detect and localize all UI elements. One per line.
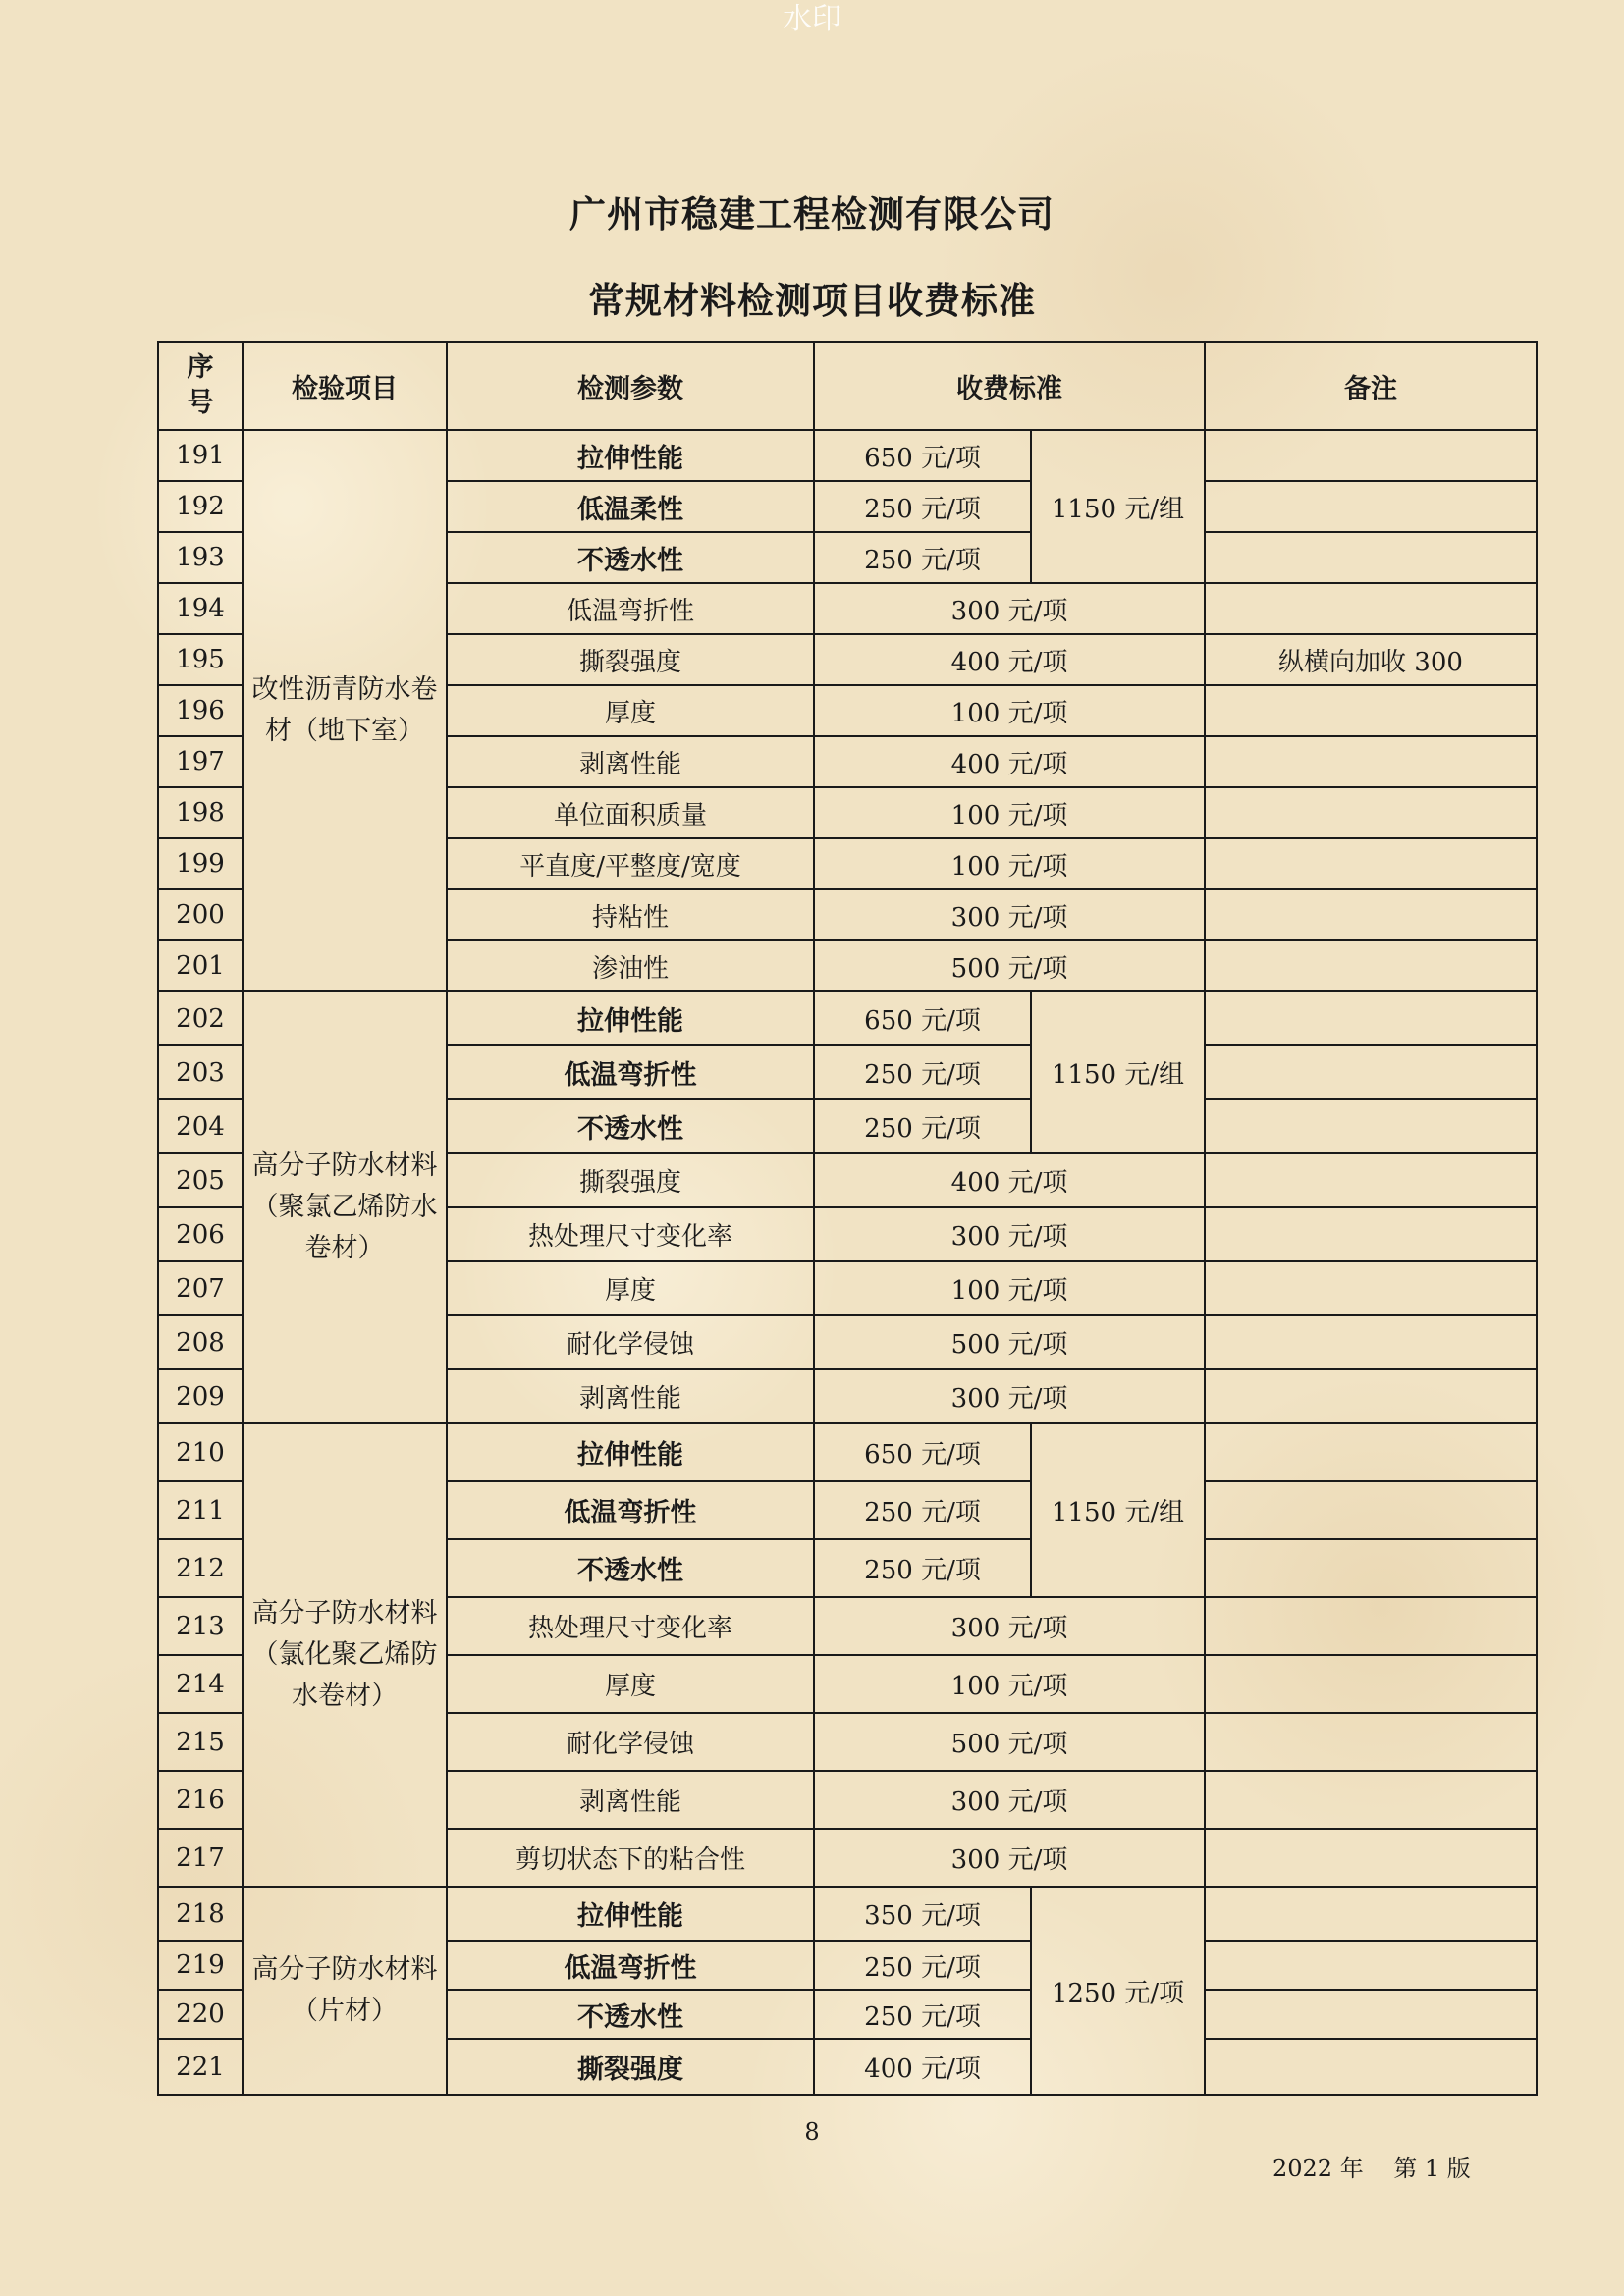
document-title: 常规材料检测项目收费标准 [588, 280, 1036, 322]
fee-cell: 300 元/项 [814, 1597, 1205, 1655]
fee-cell: 300 元/项 [814, 1369, 1205, 1423]
seq-cell: 203 [158, 1045, 243, 1099]
seq-cell: 199 [158, 838, 243, 889]
seq-cell: 219 [158, 1941, 243, 1990]
note-cell [1205, 1941, 1537, 1990]
fee-cell: 250 元/项 [814, 1481, 1031, 1539]
table-row [158, 1423, 1537, 1481]
param-cell: 不透水性 [447, 1990, 814, 2039]
fee-cell: 300 元/项 [814, 1829, 1205, 1887]
param-cell: 剥离性能 [447, 1771, 814, 1829]
fee-table [157, 341, 1538, 2096]
param-cell: 撕裂强度 [447, 634, 814, 685]
param-cell: 热处理尺寸变化率 [447, 1207, 814, 1261]
seq-cell: 213 [158, 1597, 243, 1655]
fee-cell: 300 元/项 [814, 1771, 1205, 1829]
fee-cell: 300 元/项 [814, 583, 1205, 634]
param-cell: 耐化学侵蚀 [447, 1713, 814, 1771]
note-cell [1205, 1261, 1537, 1315]
fee-cell: 300 元/项 [814, 889, 1205, 940]
seq-cell: 191 [158, 430, 243, 481]
seq-cell: 209 [158, 1369, 243, 1423]
param-cell: 持粘性 [447, 889, 814, 940]
table-row [158, 430, 1537, 481]
note-cell [1205, 1153, 1537, 1207]
note-cell [1205, 1713, 1537, 1771]
param-cell: 单位面积质量 [447, 787, 814, 838]
note-cell [1205, 1990, 1537, 2039]
param-cell: 渗油性 [447, 940, 814, 991]
fee-cell: 250 元/项 [814, 1990, 1031, 2039]
category-cell: 高分子防水材料（氯化聚乙烯防水卷材） [243, 1423, 447, 1887]
header-fee: 收费标准 [814, 342, 1205, 430]
seq-cell: 215 [158, 1713, 243, 1771]
edition-year: 2022 年 [1272, 2155, 1364, 2182]
table-header-row [158, 342, 1537, 430]
param-cell: 低温柔性 [447, 481, 814, 532]
table-row [158, 1887, 1537, 1941]
combo-fee-cell: 1150 元/组 [1031, 991, 1205, 1153]
fee-cell: 250 元/项 [814, 1941, 1031, 1990]
seq-cell: 214 [158, 1655, 243, 1713]
fee-cell: 100 元/项 [814, 838, 1205, 889]
param-cell: 平直度/平整度/宽度 [447, 838, 814, 889]
header-note: 备注 [1205, 342, 1537, 430]
fee-cell: 500 元/项 [814, 1315, 1205, 1369]
fee-cell: 650 元/项 [814, 1423, 1031, 1481]
seq-cell: 193 [158, 532, 243, 583]
seq-cell: 205 [158, 1153, 243, 1207]
param-cell: 不透水性 [447, 532, 814, 583]
note-cell [1205, 685, 1537, 736]
category-cell: 高分子防水材料（片材） [243, 1887, 447, 2095]
seq-cell: 192 [158, 481, 243, 532]
param-cell: 剥离性能 [447, 736, 814, 787]
note-cell [1205, 1597, 1537, 1655]
note-cell [1205, 1369, 1537, 1423]
note-cell [1205, 1887, 1537, 1941]
seq-cell: 197 [158, 736, 243, 787]
fee-cell: 100 元/项 [814, 1655, 1205, 1713]
seq-cell: 202 [158, 991, 243, 1045]
seq-cell: 200 [158, 889, 243, 940]
seq-cell: 194 [158, 583, 243, 634]
fee-cell: 350 元/项 [814, 1887, 1031, 1941]
seq-cell: 216 [158, 1771, 243, 1829]
fee-cell: 500 元/项 [814, 1713, 1205, 1771]
param-cell: 耐化学侵蚀 [447, 1315, 814, 1369]
param-cell: 厚度 [447, 1261, 814, 1315]
seq-cell: 207 [158, 1261, 243, 1315]
edition-info [1272, 2149, 1471, 2183]
seq-cell: 221 [158, 2039, 243, 2095]
fee-cell: 400 元/项 [814, 1153, 1205, 1207]
note-cell [1205, 1539, 1537, 1597]
fee-cell: 500 元/项 [814, 940, 1205, 991]
note-cell [1205, 991, 1537, 1045]
fee-cell: 400 元/项 [814, 634, 1205, 685]
seq-cell: 220 [158, 1990, 243, 2039]
seq-cell: 210 [158, 1423, 243, 1481]
param-cell: 拉伸性能 [447, 1423, 814, 1481]
fee-cell: 250 元/项 [814, 1539, 1031, 1597]
header-param: 检测参数 [447, 342, 814, 430]
seq-cell: 208 [158, 1315, 243, 1369]
param-cell: 低温弯折性 [447, 1045, 814, 1099]
param-cell: 剪切状态下的粘合性 [447, 1829, 814, 1887]
note-cell [1205, 2039, 1537, 2095]
seq-cell: 198 [158, 787, 243, 838]
param-cell: 撕裂强度 [447, 1153, 814, 1207]
category-cell: 高分子防水材料（聚氯乙烯防水卷材） [243, 991, 447, 1423]
note-cell [1205, 787, 1537, 838]
param-cell: 拉伸性能 [447, 991, 814, 1045]
table-row [158, 991, 1537, 1045]
note-cell [1205, 1315, 1537, 1369]
note-cell [1205, 1423, 1537, 1481]
note-cell: 纵横向加收 300 [1205, 634, 1537, 685]
seq-cell: 218 [158, 1887, 243, 1941]
fee-cell: 100 元/项 [814, 787, 1205, 838]
note-cell [1205, 1207, 1537, 1261]
param-cell: 厚度 [447, 685, 814, 736]
seq-cell: 204 [158, 1099, 243, 1153]
header-seq: 序 号 [158, 342, 243, 430]
seq-cell: 201 [158, 940, 243, 991]
company-title: 广州市稳建工程检测有限公司 [569, 193, 1055, 236]
note-cell [1205, 940, 1537, 991]
param-cell: 不透水性 [447, 1099, 814, 1153]
seq-cell: 212 [158, 1539, 243, 1597]
fee-cell: 250 元/项 [814, 481, 1031, 532]
note-cell [1205, 736, 1537, 787]
param-cell: 拉伸性能 [447, 1887, 814, 1941]
param-cell: 低温弯折性 [447, 1481, 814, 1539]
fee-cell: 250 元/项 [814, 1045, 1031, 1099]
fee-cell: 400 元/项 [814, 736, 1205, 787]
fee-cell: 300 元/项 [814, 1207, 1205, 1261]
param-cell: 不透水性 [447, 1539, 814, 1597]
note-cell [1205, 1655, 1537, 1713]
fee-cell: 250 元/项 [814, 1099, 1031, 1153]
note-cell [1205, 1771, 1537, 1829]
page-number: 8 [804, 2118, 820, 2146]
param-cell: 撕裂强度 [447, 2039, 814, 2095]
fee-cell: 400 元/项 [814, 2039, 1031, 2095]
fee-cell: 100 元/项 [814, 685, 1205, 736]
param-cell: 厚度 [447, 1655, 814, 1713]
note-cell [1205, 1829, 1537, 1887]
note-cell [1205, 889, 1537, 940]
category-cell: 改性沥青防水卷材（地下室） [243, 430, 447, 991]
combo-fee-cell: 1150 元/组 [1031, 1423, 1205, 1597]
fee-cell: 650 元/项 [814, 430, 1031, 481]
param-cell: 拉伸性能 [447, 430, 814, 481]
fee-cell: 250 元/项 [814, 532, 1031, 583]
note-cell [1205, 430, 1537, 481]
fee-cell: 650 元/项 [814, 991, 1031, 1045]
note-cell [1205, 532, 1537, 583]
note-cell [1205, 838, 1537, 889]
fee-cell: 100 元/项 [814, 1261, 1205, 1315]
watermark-text: 水印 [783, 2, 841, 36]
seq-cell: 211 [158, 1481, 243, 1539]
edition-number: 第 1 版 [1393, 2155, 1471, 2182]
seq-cell: 195 [158, 634, 243, 685]
seq-cell: 217 [158, 1829, 243, 1887]
param-cell: 热处理尺寸变化率 [447, 1597, 814, 1655]
note-cell [1205, 1099, 1537, 1153]
combo-fee-cell: 1150 元/组 [1031, 430, 1205, 583]
combo-fee-cell: 1250 元/项 [1031, 1887, 1205, 2095]
seq-cell: 196 [158, 685, 243, 736]
header-item: 检验项目 [243, 342, 447, 430]
param-cell: 低温弯折性 [447, 1941, 814, 1990]
note-cell [1205, 583, 1537, 634]
param-cell: 剥离性能 [447, 1369, 814, 1423]
note-cell [1205, 1045, 1537, 1099]
note-cell [1205, 1481, 1537, 1539]
seq-cell: 206 [158, 1207, 243, 1261]
param-cell: 低温弯折性 [447, 583, 814, 634]
note-cell [1205, 481, 1537, 532]
